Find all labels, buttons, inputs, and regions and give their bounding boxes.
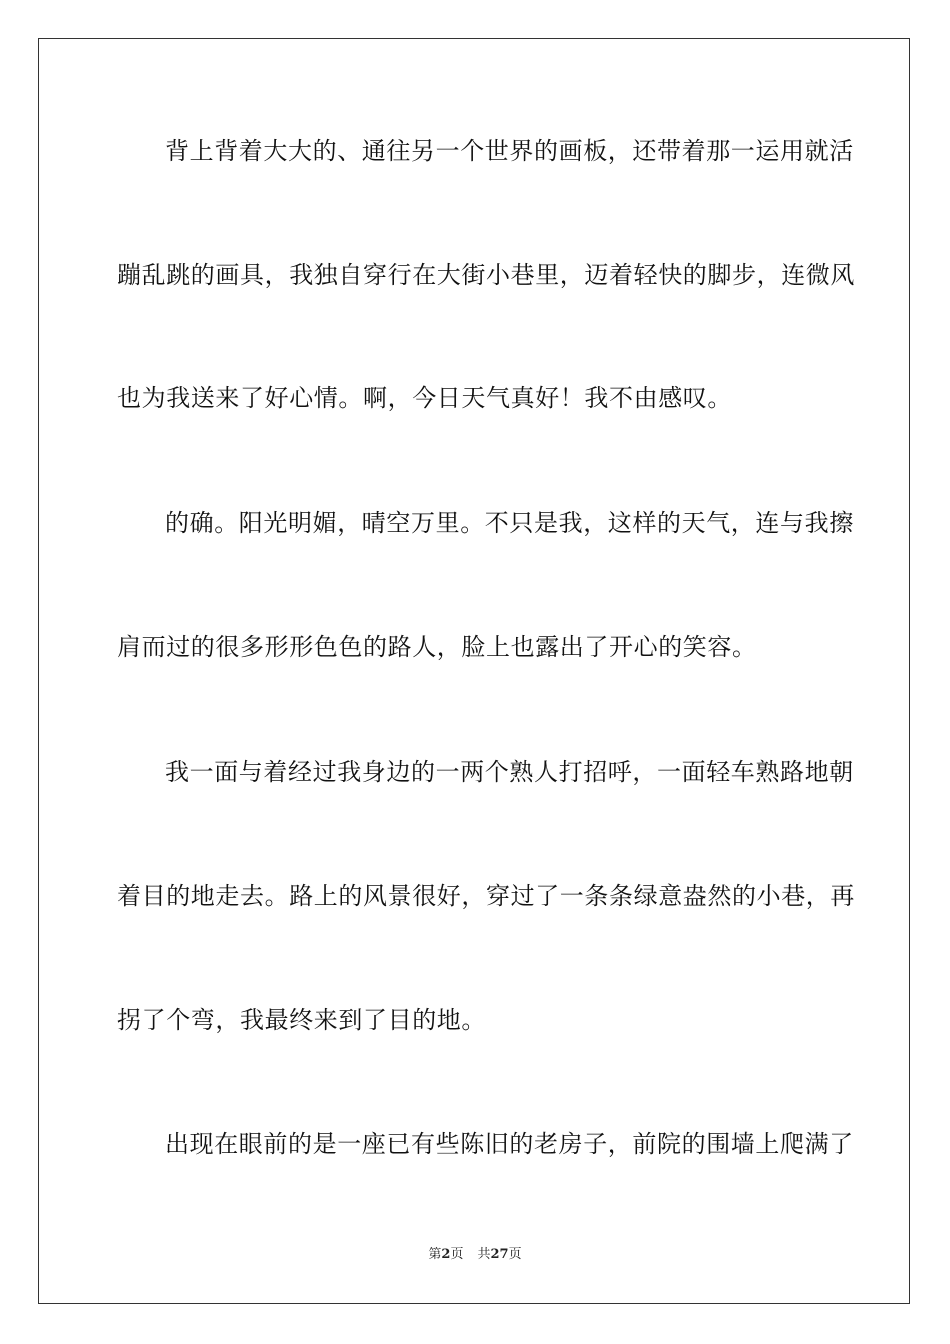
page-label-prefix: 第 [428, 1247, 442, 1262]
page-footer [0, 1246, 950, 1264]
page-label-suffix: 页 [450, 1247, 464, 1262]
paragraph-4-line-1: 出现在眼前的是一座已有些陈旧的老房子，前院的围墙上爬满了 [165, 1130, 854, 1158]
paragraph-1-line-3: 也为我送来了好心情。啊，今日天气真好！我不由感叹。 [117, 384, 732, 412]
paragraph-2-line-2: 肩而过的很多形形色色的路人，脸上也露出了开心的笑容。 [117, 633, 757, 661]
paragraph-3-line-2: 着目的地走去。路上的风景很好，穿过了一条条绿意盎然的小巷，再 [117, 882, 855, 910]
page-number: 2 [441, 1247, 451, 1262]
total-label-suffix: 页 [508, 1247, 522, 1262]
paragraph-2-line-1: 的确。阳光明媚，晴空万里。不只是我，这样的天气，连与我擦 [165, 509, 854, 537]
total-pages: 27 [490, 1247, 509, 1262]
paragraph-1-line-1: 背上背着大大的、通往另一个世界的画板，还带着那一运用就活 [165, 137, 854, 165]
paragraph-3-line-1: 我一面与着经过我身边的一两个熟人打招呼，一面轻车熟路地朝 [165, 758, 854, 786]
page-frame [38, 38, 910, 1304]
total-label-prefix: 共 [477, 1247, 491, 1262]
paragraph-1-line-2: 蹦乱跳的画具，我独自穿行在大街小巷里，迈着轻快的脚步，连微风 [117, 261, 855, 289]
paragraph-3-line-3: 拐了个弯，我最终来到了目的地。 [117, 1006, 486, 1034]
